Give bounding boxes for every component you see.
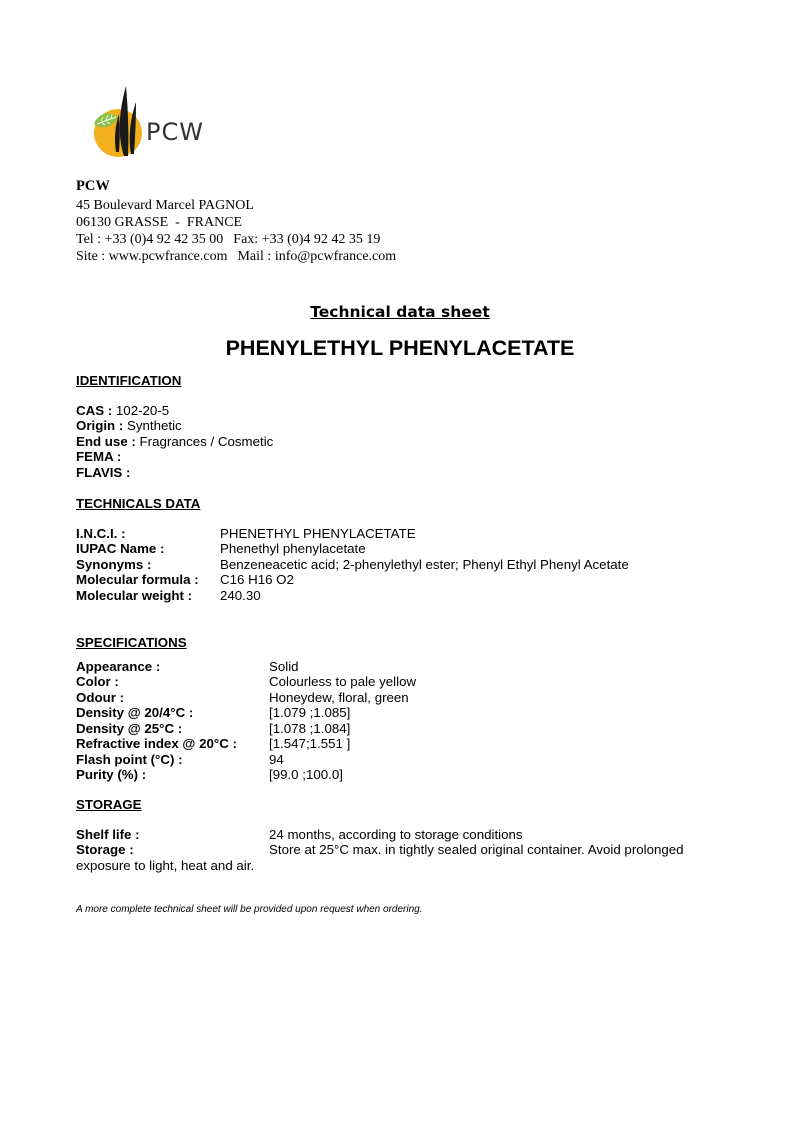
logo-wordmark: PCW [146,118,204,146]
shelf-life-label: Shelf life : [76,826,140,842]
tech-value: Benzeneacetic acid; 2-phenylethyl ester; Phenyl Ethyl Phenyl Acetate [220,556,629,572]
fema-label: FEMA : [76,449,122,464]
spec-value: Solid [269,658,299,674]
footnote: A more complete technical sheet will be provided upon request when ordering. [76,904,423,915]
address-line-1: 45 Boulevard Marcel PAGNOL [76,198,254,213]
tech-value: Phenethyl phenylacetate [220,541,366,556]
spec-label: Color : [76,674,119,689]
storage-section [76,797,716,873]
spec-value: [1.547;1.551 ] [269,736,351,751]
spec-value: Colourless to pale yellow [269,674,417,689]
storage-heading: STORAGE [76,797,142,812]
flavis-row [76,465,273,481]
tech-value: PHENETHYL PHENYLACETATE [220,525,416,541]
cas-value: 102-20-5 [115,402,170,418]
fax-number: Fax: +33 (0)4 92 42 35 19 [233,232,381,247]
shelf-life-value: 24 months, according to storage conditions [269,826,523,842]
storage-value-continued: exposure to light, heat and air. [76,857,255,873]
phone-number: Tel : +33 (0)4 92 42 35 00 [76,232,224,247]
document-type-title: Technical data sheet [310,303,490,321]
spec-label: Density @ 25°C : [76,720,183,736]
specifications-heading: SPECIFICATIONS [76,635,187,650]
storage-value: Store at 25°C max. in tightly sealed original container. Avoid prolonged [269,842,684,857]
origin-label: Origin : [76,418,124,433]
specifications-table [76,659,416,783]
spec-label: Purity (%) : [76,767,147,782]
email-link[interactable]: Mail : info@pcwfrance.com [237,249,397,264]
spec-value: 94 [269,751,284,767]
spec-value: Honeydew, floral, green [269,689,409,705]
technicals-section [76,496,629,603]
address-line-2: 06130 GRASSE - FRANCE [76,215,243,230]
technicals-heading: TECHNICALS DATA [76,496,201,511]
origin-value: Synthetic [126,418,182,433]
spec-value: [99.0 ;100.0] [269,767,343,782]
spec-label: Density @ 20/4°C : [76,705,194,720]
tech-value: 240.30 [220,587,261,603]
tech-label: I.N.C.I. : [76,525,126,541]
tech-label: Molecular weight : [76,587,192,603]
tech-value: C16 H16 O2 [220,572,294,587]
identification-heading: IDENTIFICATION [76,373,182,388]
storage-row [76,842,716,858]
phone-fax-row [76,231,396,248]
spec-label: Refractive index @ 20°C : [76,736,237,751]
end-use-label: End use : [76,433,136,449]
cas-label: CAS : [76,402,113,418]
cas-row [76,403,273,419]
end-use-value: Fragrances / Cosmetic [139,433,274,449]
company-name: PCW [76,178,110,194]
spec-value: [1.078 ;1.084] [269,720,351,736]
spec-label: Appearance : [76,658,161,674]
company-logo [88,84,218,160]
shelf-life-row [76,827,716,843]
spec-label: Flash point (°C) : [76,751,183,767]
company-info [76,178,396,265]
origin-row [76,418,273,434]
spec-value: [1.079 ;1.085] [269,705,351,720]
storage-label: Storage : [76,842,134,857]
fema-row [76,449,273,465]
pcw-logo-graphic [88,84,218,160]
web-mail-row [76,248,396,265]
identification-section [76,373,273,480]
tech-label: Molecular formula : [76,572,199,587]
website-link[interactable]: Site : www.pcwfrance.com [76,249,228,264]
specifications-section [76,635,416,783]
tech-label: Synonyms : [76,556,152,572]
flavis-label: FLAVIS : [76,464,131,480]
product-title: PHENYLETHYL PHENYLACETATE [225,336,575,360]
tech-label: IUPAC Name : [76,541,165,556]
end-use-row [76,434,273,450]
spec-label: Odour : [76,689,125,705]
technicals-table [76,526,629,604]
